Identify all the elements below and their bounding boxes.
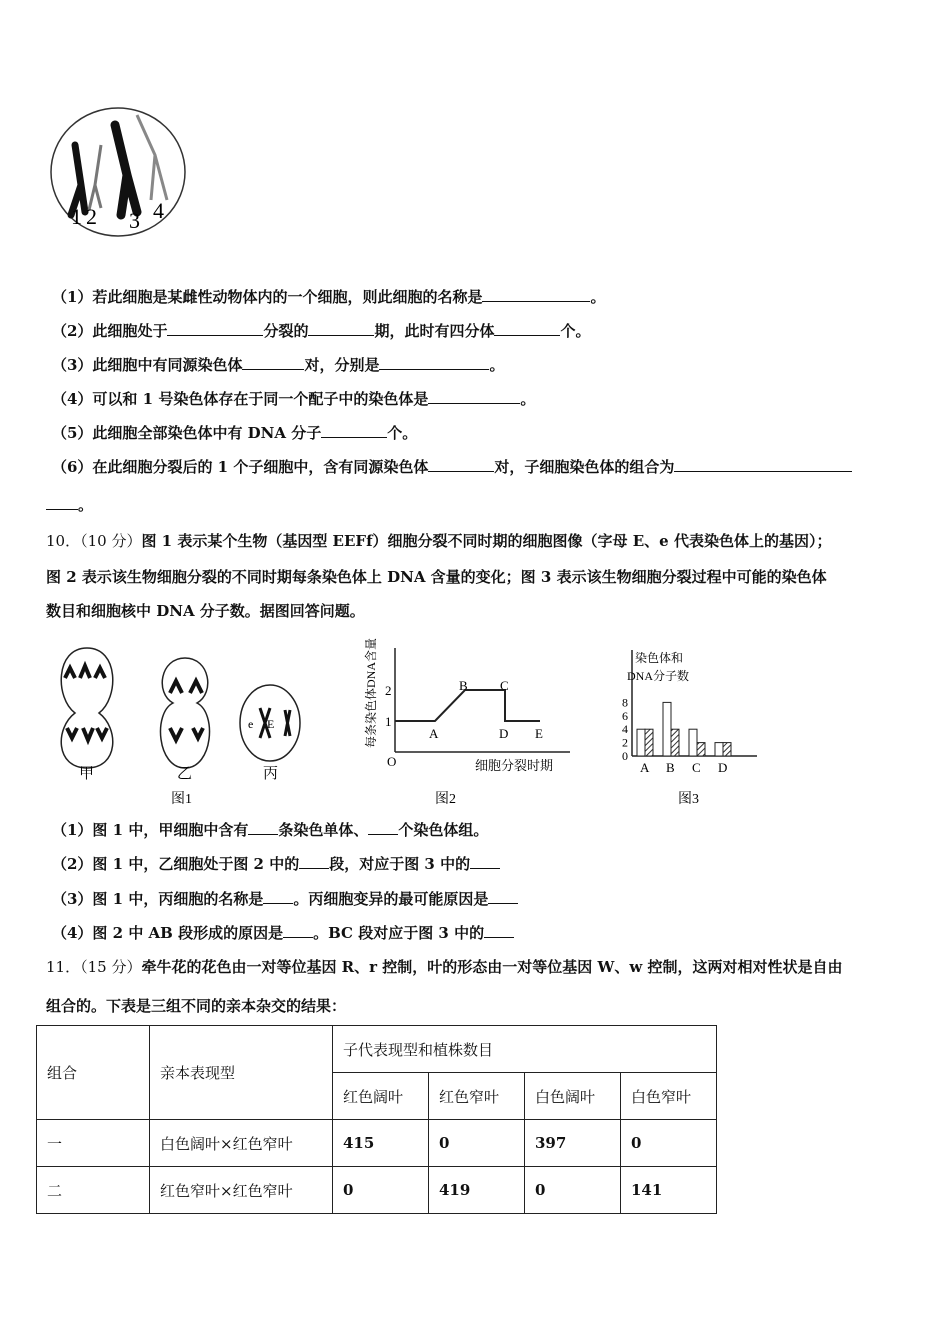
x-tick: C bbox=[692, 760, 701, 775]
q9-item-6-cont bbox=[46, 494, 93, 515]
text: 个。 bbox=[387, 424, 418, 442]
cell-label: 甲 bbox=[79, 766, 95, 782]
table-row bbox=[37, 1167, 717, 1214]
answer-blank[interactable] bbox=[299, 854, 329, 869]
text: （6）在此细胞分裂后的 1 个子细胞中，含有同源染色体 bbox=[52, 458, 429, 476]
text: 个。 bbox=[560, 322, 591, 340]
point-label: D bbox=[499, 726, 509, 741]
bar-white-D bbox=[715, 743, 723, 756]
answer-blank[interactable] bbox=[482, 287, 590, 302]
figure-caption: 图3 bbox=[678, 792, 699, 807]
header-phenotype: 白色窄叶 bbox=[621, 1073, 717, 1120]
text: 对，分别是 bbox=[304, 356, 380, 374]
dna-content-line bbox=[395, 690, 540, 721]
text: 。 bbox=[590, 288, 606, 306]
cell-count: 397 bbox=[525, 1120, 621, 1167]
text: 。丙细胞变异的最可能原因是 bbox=[293, 890, 489, 908]
answer-blank[interactable] bbox=[379, 355, 489, 370]
bar-white-A bbox=[637, 729, 645, 756]
text: 期，此时有四分体 bbox=[374, 322, 495, 340]
y-tick: 1 bbox=[385, 714, 392, 729]
text: 。 bbox=[520, 390, 536, 408]
text: （3）图 1 中，丙细胞的名称是 bbox=[52, 890, 264, 908]
q11-line-2 bbox=[46, 995, 346, 1016]
text: （2）图 1 中，乙细胞处于图 2 中的 bbox=[52, 855, 300, 873]
q10-sub-3 bbox=[52, 888, 518, 909]
answer-blank[interactable] bbox=[308, 321, 374, 336]
bar-hatched-A bbox=[645, 729, 653, 756]
text: （3）此细胞中有同源染色体 bbox=[52, 356, 243, 374]
x-tick: D bbox=[718, 760, 728, 775]
answer-blank[interactable] bbox=[248, 820, 278, 835]
header-phenotype: 红色阔叶 bbox=[333, 1073, 429, 1120]
text: （4）可以和 1 号染色体存在于同一个配子中的染色体是 bbox=[52, 390, 429, 408]
q9-item-5 bbox=[52, 422, 417, 443]
y-axis-label: DNA分子数 bbox=[627, 669, 689, 683]
bar-white-B bbox=[663, 702, 671, 756]
origin-label: O bbox=[387, 754, 397, 769]
answer-blank[interactable] bbox=[321, 423, 387, 438]
cell-count: 141 bbox=[621, 1167, 717, 1214]
text: 条染色单体、 bbox=[278, 821, 369, 839]
cell-parent: 白色阔叶×红色窄叶 bbox=[150, 1120, 333, 1167]
answer-blank[interactable] bbox=[428, 457, 494, 472]
cell-count: 415 bbox=[333, 1120, 429, 1167]
cell-count: 419 bbox=[429, 1167, 525, 1214]
text: 。 bbox=[78, 496, 94, 514]
cell-group: 一 bbox=[37, 1120, 150, 1167]
cell-parent: 红色窄叶×红色窄叶 bbox=[150, 1167, 333, 1214]
text: （4）图 2 中 AB 段形成的原因是 bbox=[52, 924, 284, 942]
figure-caption: 图1 bbox=[171, 792, 192, 807]
figure-3-bar-chart bbox=[605, 638, 765, 808]
answer-blank[interactable] bbox=[368, 820, 398, 835]
cell-group: 二 bbox=[37, 1167, 150, 1214]
header-parent: 亲本表现型 bbox=[150, 1026, 333, 1120]
q9-item-3 bbox=[52, 354, 504, 375]
y-tick: 6 bbox=[622, 708, 628, 723]
q10-line-3 bbox=[46, 600, 365, 621]
text: 个染色体组。 bbox=[398, 821, 489, 839]
answer-blank[interactable] bbox=[263, 889, 293, 904]
text: 。BC 段对应于图 3 中的 bbox=[313, 924, 485, 942]
chromosome-label: 2 bbox=[86, 204, 97, 229]
cell-count: 0 bbox=[621, 1120, 717, 1167]
text: 。 bbox=[489, 356, 505, 374]
text: （5）此细胞全部染色体中有 DNA 分子 bbox=[52, 424, 322, 442]
answer-blank[interactable] bbox=[488, 889, 518, 904]
text: 组合的。下表是三组不同的亲本杂交的结果： bbox=[46, 997, 347, 1015]
table-row bbox=[37, 1120, 717, 1167]
x-tick: B bbox=[666, 760, 675, 775]
text: 图 2 表示该生物细胞分裂的不同时期每条染色体上 DNA 含量的变化；图 3 表示该生物细胞分裂过程中可能的染色体 bbox=[46, 568, 827, 586]
bar-white-C bbox=[689, 729, 697, 756]
cell-label: 乙 bbox=[177, 766, 193, 782]
cell-count: 0 bbox=[333, 1167, 429, 1214]
answer-blank[interactable] bbox=[46, 495, 78, 510]
origin-label: 0 bbox=[622, 749, 628, 763]
y-axis-label: 每条染色体DNA含量 bbox=[364, 638, 378, 748]
figure-1-cells bbox=[45, 638, 325, 808]
text: 牵牛花的花色由一对等位基因 R、r 控制，叶的形态由一对等位基因 W、w 控制，这两对相对性状是自由 bbox=[141, 958, 843, 976]
header-phenotype: 红色窄叶 bbox=[429, 1073, 525, 1120]
q10-sub-4 bbox=[52, 922, 514, 943]
text: （1）图 1 中，甲细胞中含有 bbox=[52, 821, 249, 839]
question-number: 11．（15 分） bbox=[46, 958, 142, 976]
figure-caption: 图2 bbox=[435, 792, 456, 807]
text: 数目和细胞核中 DNA 分子数。据图回答问题。 bbox=[46, 602, 365, 620]
point-label: A bbox=[429, 726, 439, 741]
q10-line-2 bbox=[46, 566, 827, 587]
text: 图 1 表示某个生物（基因型 EEFf）细胞分裂不同时期的细胞图像（字母 E、e 代表染色体上的基因）； bbox=[141, 532, 832, 550]
header-phenotype: 白色阔叶 bbox=[525, 1073, 621, 1120]
answer-blank[interactable] bbox=[484, 923, 514, 938]
answer-blank[interactable] bbox=[674, 457, 852, 472]
bar-hatched-C bbox=[697, 743, 705, 756]
answer-blank[interactable] bbox=[494, 321, 560, 336]
q9-item-2 bbox=[52, 320, 591, 341]
text: 对，子细胞染色体的组合为 bbox=[494, 458, 675, 476]
y-tick: 8 bbox=[622, 695, 628, 710]
figure-2-line-chart bbox=[355, 638, 585, 808]
point-label: B bbox=[459, 678, 468, 693]
point-label: C bbox=[500, 678, 509, 693]
q10-sub-1 bbox=[52, 819, 488, 840]
answer-blank[interactable] bbox=[428, 389, 520, 404]
gene-label: E bbox=[267, 717, 275, 731]
q9-item-1 bbox=[52, 286, 605, 307]
text: 段，对应于图 3 中的 bbox=[329, 855, 471, 873]
header-offspring: 子代表现型和植株数目 bbox=[333, 1026, 717, 1073]
x-axis-label: 细胞分裂时期 bbox=[475, 758, 554, 773]
q10-line-1 bbox=[46, 530, 831, 551]
point-label: E bbox=[535, 726, 543, 741]
text: （2）此细胞处于 bbox=[52, 322, 168, 340]
q10-sub-2 bbox=[52, 853, 500, 874]
gene-label: e bbox=[248, 717, 254, 731]
q9-item-4 bbox=[52, 388, 535, 409]
bar-hatched-D bbox=[723, 743, 731, 756]
chromosome-label: 4 bbox=[153, 198, 164, 223]
header-group: 组合 bbox=[37, 1026, 150, 1120]
answer-blank[interactable] bbox=[242, 355, 304, 370]
answer-blank[interactable] bbox=[167, 321, 263, 336]
text: 分裂的 bbox=[263, 322, 309, 340]
y-axis-label: 染色体和 bbox=[635, 651, 684, 665]
cell-label: 丙 bbox=[263, 766, 279, 782]
chromosome-label: 3 bbox=[129, 208, 140, 233]
answer-blank[interactable] bbox=[470, 854, 500, 869]
q11-line-1 bbox=[46, 956, 842, 977]
cell-chromosome-figure bbox=[45, 100, 195, 240]
y-tick: 2 bbox=[385, 683, 392, 698]
bar-hatched-B bbox=[671, 729, 679, 756]
question-number: 10．（10 分） bbox=[46, 532, 142, 550]
cell-count: 0 bbox=[429, 1120, 525, 1167]
y-tick: 2 bbox=[622, 735, 628, 750]
y-tick: 4 bbox=[622, 722, 628, 737]
q9-item-6 bbox=[52, 456, 852, 477]
cell-count: 0 bbox=[525, 1167, 621, 1214]
cross-results-table bbox=[36, 1025, 717, 1214]
text: （1）若此细胞是某雌性动物体内的一个细胞，则此细胞的名称是 bbox=[52, 288, 483, 306]
chromosome-label: 1 bbox=[71, 204, 82, 229]
x-tick: A bbox=[640, 760, 650, 775]
answer-blank[interactable] bbox=[283, 923, 313, 938]
